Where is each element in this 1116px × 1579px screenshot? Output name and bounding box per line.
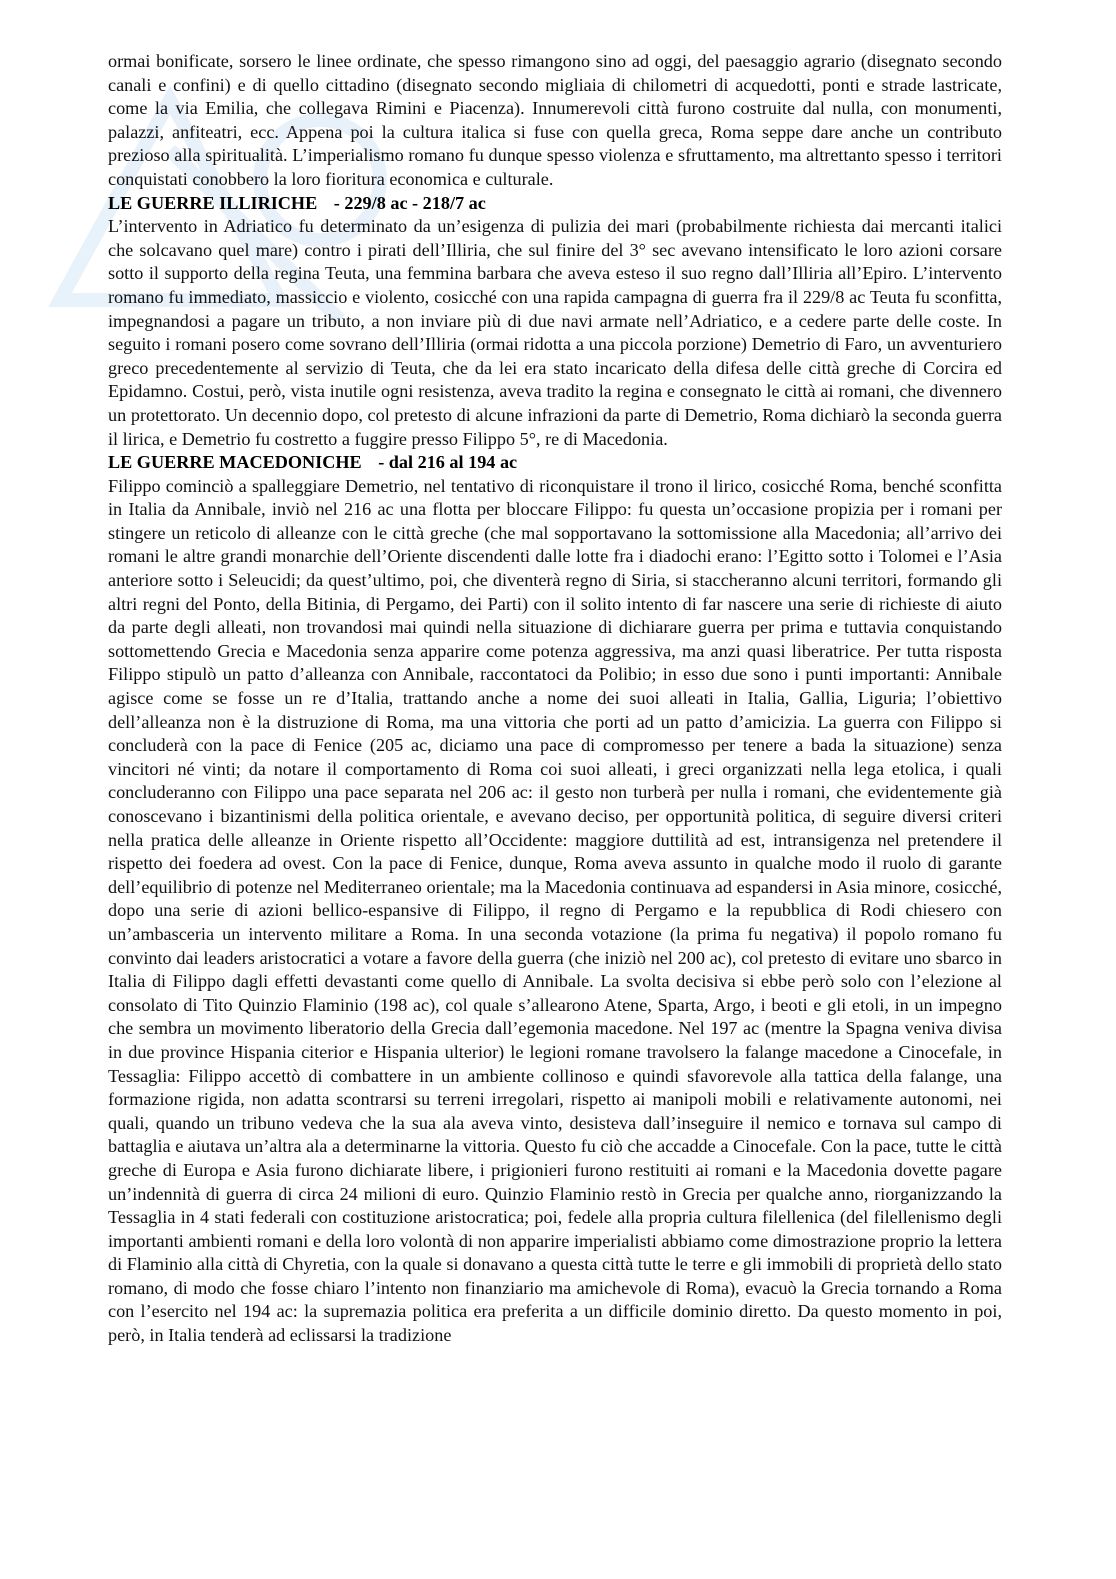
intro-paragraph: ormai bonificate, sorsero le linee ordinate, che spesso rimangono sino ad oggi, del paesaggio agrario (disegnato secondo canali e confini) e di quello cittadino (disegnato secondo migliaia di chilometri di acquedotti, ponti e strade lastricate, come la via Emilia, che collegava Rimini e Piacenza). Innumerevoli città furono costruite dal nulla, con monumenti, palazzi, anfiteatri, ecc. Appena poi la cultura italica si fuse con quella greca, Roma seppe dare anche un contributo prezioso alla spiritualità. L’imperialismo romano fu dunque spesso violenza e sfruttamento, ma altrettanto spesso i territori conquistati conobbero la loro fioritura economica e culturale.	[108, 51, 1002, 189]
document-body	[108, 50, 1002, 1348]
section-date-range: - 229/8 ac - 218/7 ac	[333, 192, 486, 213]
macedoniche-paragraph: Filippo cominciò a spalleggiare Demetrio, nel tentativo di riconquistare il trono il lirico, cosicché Roma, benché sconfitta in Italia da Annibale, inviò nel 216 ac una flotta per bloccare Filippo: fu questa un’occasione propizia per i romani per stingere un reticolo di alleanze con le città greche (che mal sopportavano la sottomissione alla Macedonia; all’arrivo dei romani le altre grandi monarchie dell’Oriente discendenti dalle lotte fra i diadochi erano: l’Egitto sotto i Tolomei e l’Asia anteriore sotto i Seleucidi; da quest’ultimo, poi, che diventerà regno di Siria, si staccheranno alcuni territori, formando gli altri regni del Ponto, della Bitinia, di Pergamo, dei Parti) con il solito intento di far nascere una serie di richieste di aiuto da parte degli alleati, non trovandosi mai quindi nella situazione di dichiarare guerra per prima e tuttavia conquistando sottomettendo Grecia e Macedonia senza apparire come potenza aggressiva, ma anzi quasi liberatrice. Per tutta risposta Filippo stipulò un patto d’alleanza con Annibale, raccontatoci da Polibio; in esso due sono i punti importanti: Annibale agisce come se fosse un re d’Italia, trattando anche a nome dei suoi alleati in Italia, Gallia, Liguria; l’obiettivo dell’alleanza non è la distruzione di Roma, ma una vittoria che porti ad un patto d’amicizia. La guerra con Filippo si concluderà con la pace di Fenice (205 ac, diciamo una pace di compromesso per tenere a bada la situazione) senza vincitori né vinti; da notare il comportamento di Roma coi suoi alleati, i greci organizzati nella lega etolica, i quali concluderanno con Filippo una pace separata nel 206 ac: il gesto non turberà per nulla i romani, che evidentemente già conoscevano i bizantinismi della politica orientale, e avevano deciso, per opportunità politica, di seguire diversi criteri nella pratica delle alleanze in Oriente rispetto all’Occidente: maggiore duttilità ad est, intransigenza nel pretendere il rispetto dei foedera ad ovest. Con la pace di Fenice, dunque, Roma aveva assunto in qualche modo il ruolo di garante dell’equilibrio di potenze nel Mediterraneo orientale; ma la Macedonia continuava ad espandersi in Asia minore, cosicché, dopo una serie di azioni bellico-espansive di Filippo, il regno di Pergamo e la repubblica di Rodi chiesero con un’ambasceria un intervento militare a Roma. In una seconda votazione (la prima fu negativa) il popolo romano fu convinto dai leaders aristocratici a votare a favore della guerra (che iniziò nel 200 ac), col pretesto di evitare uno sbarco in Italia di Filippo dagli effetti devastanti come quello di Annibale. La svolta decisiva si ebbe però solo con l’elezione al consolato di Tito Quinzio Flaminio (198 ac), col quale s’allearono Atene, Sparta, Argo, i beoti e gli etoli, in un impegno che sembra un movimento liberatorio della Grecia dall’egemonia macedone. Nel 197 ac (mentre la Spagna veniva divisa in due province Hispania citerior e Hispania ulterior) le legioni romane travolsero la falange macedone a Cinocefale, in Tessaglia: Filippo accettò di combattere in un ambiente collinoso e quindi sfavorevole alla tattica della falange, una formazione rigida, non adatta scontrarsi su terreni irregolari, rispetto ai manipoli mobili e relativamente autonomi, nei quali, quando un tribuno vedeva che la sua ala aveva vinto, desisteva dall’inseguire il nemico e tornava sul campo di battaglia e aiutava un’altra ala a determinarne la vittoria. Questo fu ciò che accadde a Cinocefale. Con la pace, tutte le città greche di Europa e Asia furono dichiarate libere, i prigionieri furono restituiti ai romani e la Macedonia dovette pagare un’indennità di guerra di circa 24 milioni di euro. Quinzio Flaminio restò in Grecia per qualche anno, riorganizzando la Tessaglia in 4 stati federali con costituzione aristocratica; poi, fedele alla propria cultura filellenica (del filellenismo degli importanti ambienti romani e della loro volontà di non apparire imperialisti abbiamo come dimostrazione proprio la lettera di Flaminio alla città di Chyretia, con la quale si donavano a questa città tutte le terre e gli immobili di proprietà dello stato romano, di modo che fosse chiaro l’intento non finanziario ma amichevole di Roma), evacuò la Grecia tornando a Roma con l’esercito nel 194 ac: la supremazia politica era preferita a un difficile dominio diretto. Da questo momento in poi, però, in Italia tenderà ad eclissarsi la tradizione	[108, 475, 1002, 1346]
section-title: LE GUERRE ILLIRICHE	[108, 192, 318, 213]
section-title: LE GUERRE MACEDONICHE	[108, 452, 362, 473]
section-date-range: - dal 216 al 194 ac	[378, 452, 518, 473]
illiriche-paragraph: L’intervento in Adriatico fu determinato da un’esigenza di pulizia dei mari (probabilmente richiesta dai mercanti italici che solcavano quel mare) contro i pirati dell’Illiria, che sul finire del 3° sec avevano intensificato le loro azioni corsare sotto il supporto della regina Teuta, una femmina barbara che aveva esteso il suo regno dall’Illiria all’Epiro. L’intervento romano fu immediato, massiccio e violento, cosicché con una rapida campagna di guerra fra il 229/8 ac Teuta fu sconfitta, impegnandosi a pagare un tributo, a non inviare più di due navi armate nell’Adriatico, e a cedere parte delle coste. In seguito i romani posero come sovrano dell’Illiria (ormai ridotta a una piccola porzione) Demetrio di Faro, un avventuriero greco precedentemente al servizio di Teuta, che da lei era stato incaricato della difesa delle città greche di Corcira ed Epidamno. Costui, però, vista inutile ogni resistenza, aveva tradito la regina e consegnato le città ai romani, che divennero un protettorato. Un decennio dopo, col pretesto di alcune infrazioni da parte di Demetrio, Roma dichiarò la seconda guerra il lirica, e Demetrio fu costretto a fuggire presso Filippo 5°, re di Macedonia.	[108, 216, 1002, 449]
section-heading-illiriche	[108, 192, 1002, 216]
section-heading-macedoniche	[108, 451, 1002, 475]
